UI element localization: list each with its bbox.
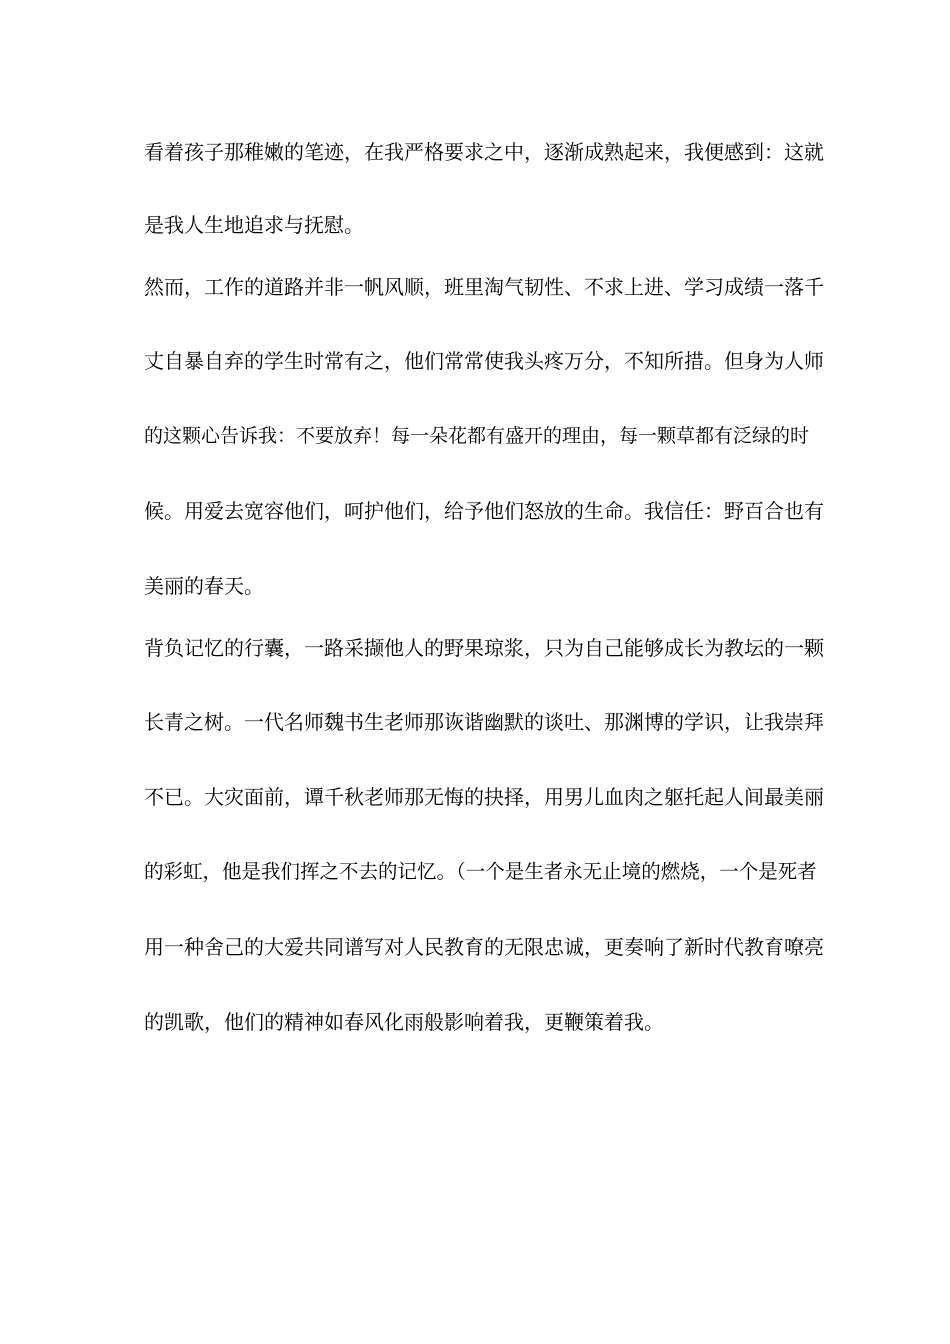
text-line: 的彩虹，他是我们挥之不去的记忆。（一个是生者永无止境的燃烧，一个是死者 [144,860,817,883]
text-line: 丈自暴自弃的学生时常有之，他们常常使我头疼万分，不知所措。但身为人师 [144,349,824,373]
text-line: 不已。大灾面前，谭千秋老师那无悔的抉择，用男儿血肉之躯托起人间最美丽 [144,785,824,809]
text-line: 美丽的春天。 [144,574,264,598]
text-line: 用一种舍己的大爱共同谱写对人民教育的无限忠诚，更奏响了新时代教育嘹亮 [144,935,824,959]
text-line: 是我人生地追求与抚慰。 [144,213,364,237]
text-line: 长青之树。一代名师魏书生老师那诙谐幽默的谈吐、那渊博的学识，让我崇拜 [144,710,824,734]
text-line: 看着孩子那稚嫩的笔迹，在我严格要求之中，逐渐成熟起来，我便感到：这就 [144,140,824,164]
text-line: 背负记忆的行囊，一路采撷他人的野果琼浆，只为自己能够成长为教坛的一颗 [144,636,824,660]
text-line: 候。用爱去宽容他们，呵护他们，给予他们怒放的生命。我信任：野百合也有 [144,499,824,523]
text-line: 的凯歌，他们的精神如春风化雨般影响着我，更鞭策着我。 [144,1010,664,1034]
text-line: 的这颗心告诉我：不要放弃！每一朵花都有盛开的理由，每一颗草都有泛绿的时 [144,425,810,447]
text-line: 然而，工作的道路并非一帆风顺，班里淘气韧性、不求上进、学习成绩一落千 [144,275,824,299]
